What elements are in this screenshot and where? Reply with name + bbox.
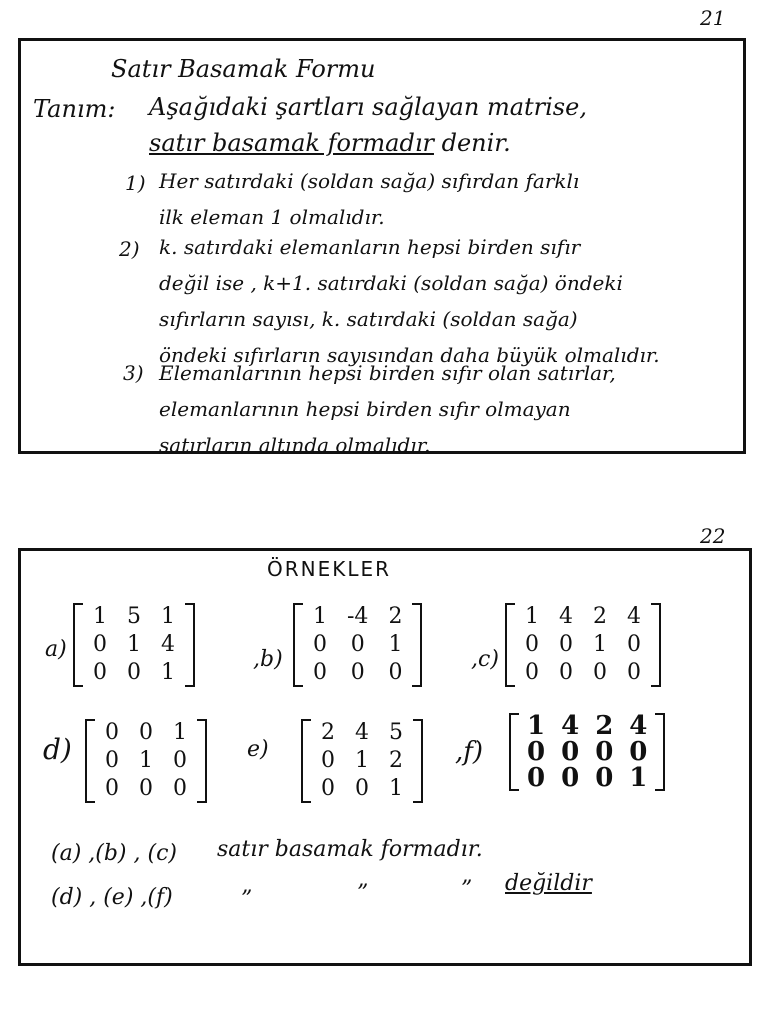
right-bracket	[413, 719, 423, 803]
left-bracket	[301, 719, 311, 803]
matrix-label-e: e)	[247, 737, 269, 762]
matrix-label-a: a)	[45, 637, 67, 662]
matrix-b	[293, 603, 422, 687]
ditto-mark: ”	[357, 881, 369, 906]
condition-2-line: değil ise , k+1. satırdaki (soldan sağa) öndeki	[159, 271, 623, 295]
matrix-f	[509, 713, 665, 791]
matrix-label-d: d)	[43, 733, 72, 766]
matrix-f-table: 1 4 2 4 0 0 0 0 0 0 0 1	[527, 711, 648, 793]
matrix-b-table: 1 -4 2 0 0 1 0 0 0	[313, 604, 403, 685]
conclusion-1-text: satır basamak formadır.	[217, 837, 483, 862]
examples-heading: ÖRNEKLER	[267, 557, 392, 581]
condition-2-line: k. satırdaki elemanların hepsi birden sıfır	[159, 235, 581, 259]
left-bracket	[85, 719, 95, 803]
condition-2-line: sıfırların sayısı, k. satırdaki (soldan sağa)	[159, 307, 578, 331]
matrix-label-f: ,f)	[455, 737, 484, 767]
ditto-mark: ”	[461, 877, 473, 902]
right-bracket	[185, 603, 195, 687]
condition-2-line: öndeki sıfırların sayısından daha büyük olmalıdır.	[159, 343, 660, 367]
matrix-d-table: 0 0 1 0 1 0 0 0 0	[105, 720, 187, 801]
examples-card	[18, 548, 752, 966]
condition-3-line: satırların altında olmalıdır.	[159, 433, 431, 457]
condition-number-1: 1)	[125, 171, 146, 195]
condition-1-line: ilk eleman 1 olmalıdır.	[159, 205, 385, 229]
matrix-a-table: 1 5 1 0 1 4 0 0 1	[93, 604, 175, 685]
matrix-e	[301, 719, 423, 803]
page-number-22: 22	[700, 524, 726, 548]
conclusion-2-text: değildir	[505, 871, 592, 896]
condition-number-2: 2)	[119, 237, 140, 261]
matrix-a	[73, 603, 195, 687]
condition-3-line: elemanlarının hepsi birden sıfır olmayan	[159, 397, 571, 421]
right-bracket	[655, 713, 665, 791]
card-title: Satır Basamak Formu	[111, 55, 376, 83]
condition-1-line: Her satırdaki (soldan sağa) sıfırdan farklı	[159, 169, 580, 193]
condition-number-3: 3)	[123, 361, 144, 385]
condition-1	[159, 163, 579, 235]
left-bracket	[509, 713, 519, 791]
condition-3	[159, 355, 616, 463]
matrix-e-table: 2 4 5 0 1 2 0 0 1	[321, 720, 403, 801]
matrix-d	[85, 719, 207, 803]
matrix-label-b: ,b)	[253, 647, 283, 672]
left-bracket	[73, 603, 83, 687]
page-number-21: 21	[700, 6, 726, 30]
right-bracket	[197, 719, 207, 803]
definition-label: Tanım:	[33, 95, 116, 123]
definition-card	[18, 38, 746, 457]
right-bracket	[651, 603, 661, 687]
definition-line-2	[149, 129, 511, 157]
condition-2	[159, 229, 660, 373]
conclusion-1-labels: (a) ,(b) , (c)	[51, 841, 177, 866]
matrix-c-table: 1 4 2 4 0 0 1 0 0 0 0 0	[525, 604, 641, 685]
ditto-mark: ”	[241, 887, 253, 912]
matrix-label-c: ,c)	[471, 647, 499, 672]
definition-line-1: Aşağıdaki şartları sağlayan matrise,	[149, 93, 587, 121]
left-bracket	[505, 603, 515, 687]
right-bracket	[412, 603, 422, 687]
definition-term: satır basamak formadır	[149, 129, 434, 157]
conclusion-2-labels: (d) , (e) ,(f)	[51, 885, 173, 910]
condition-3-line: Elemanlarının hepsi birden sıfır olan satırlar,	[159, 361, 616, 385]
left-bracket	[293, 603, 303, 687]
matrix-c	[505, 603, 661, 687]
definition-suffix: denir.	[433, 129, 511, 157]
